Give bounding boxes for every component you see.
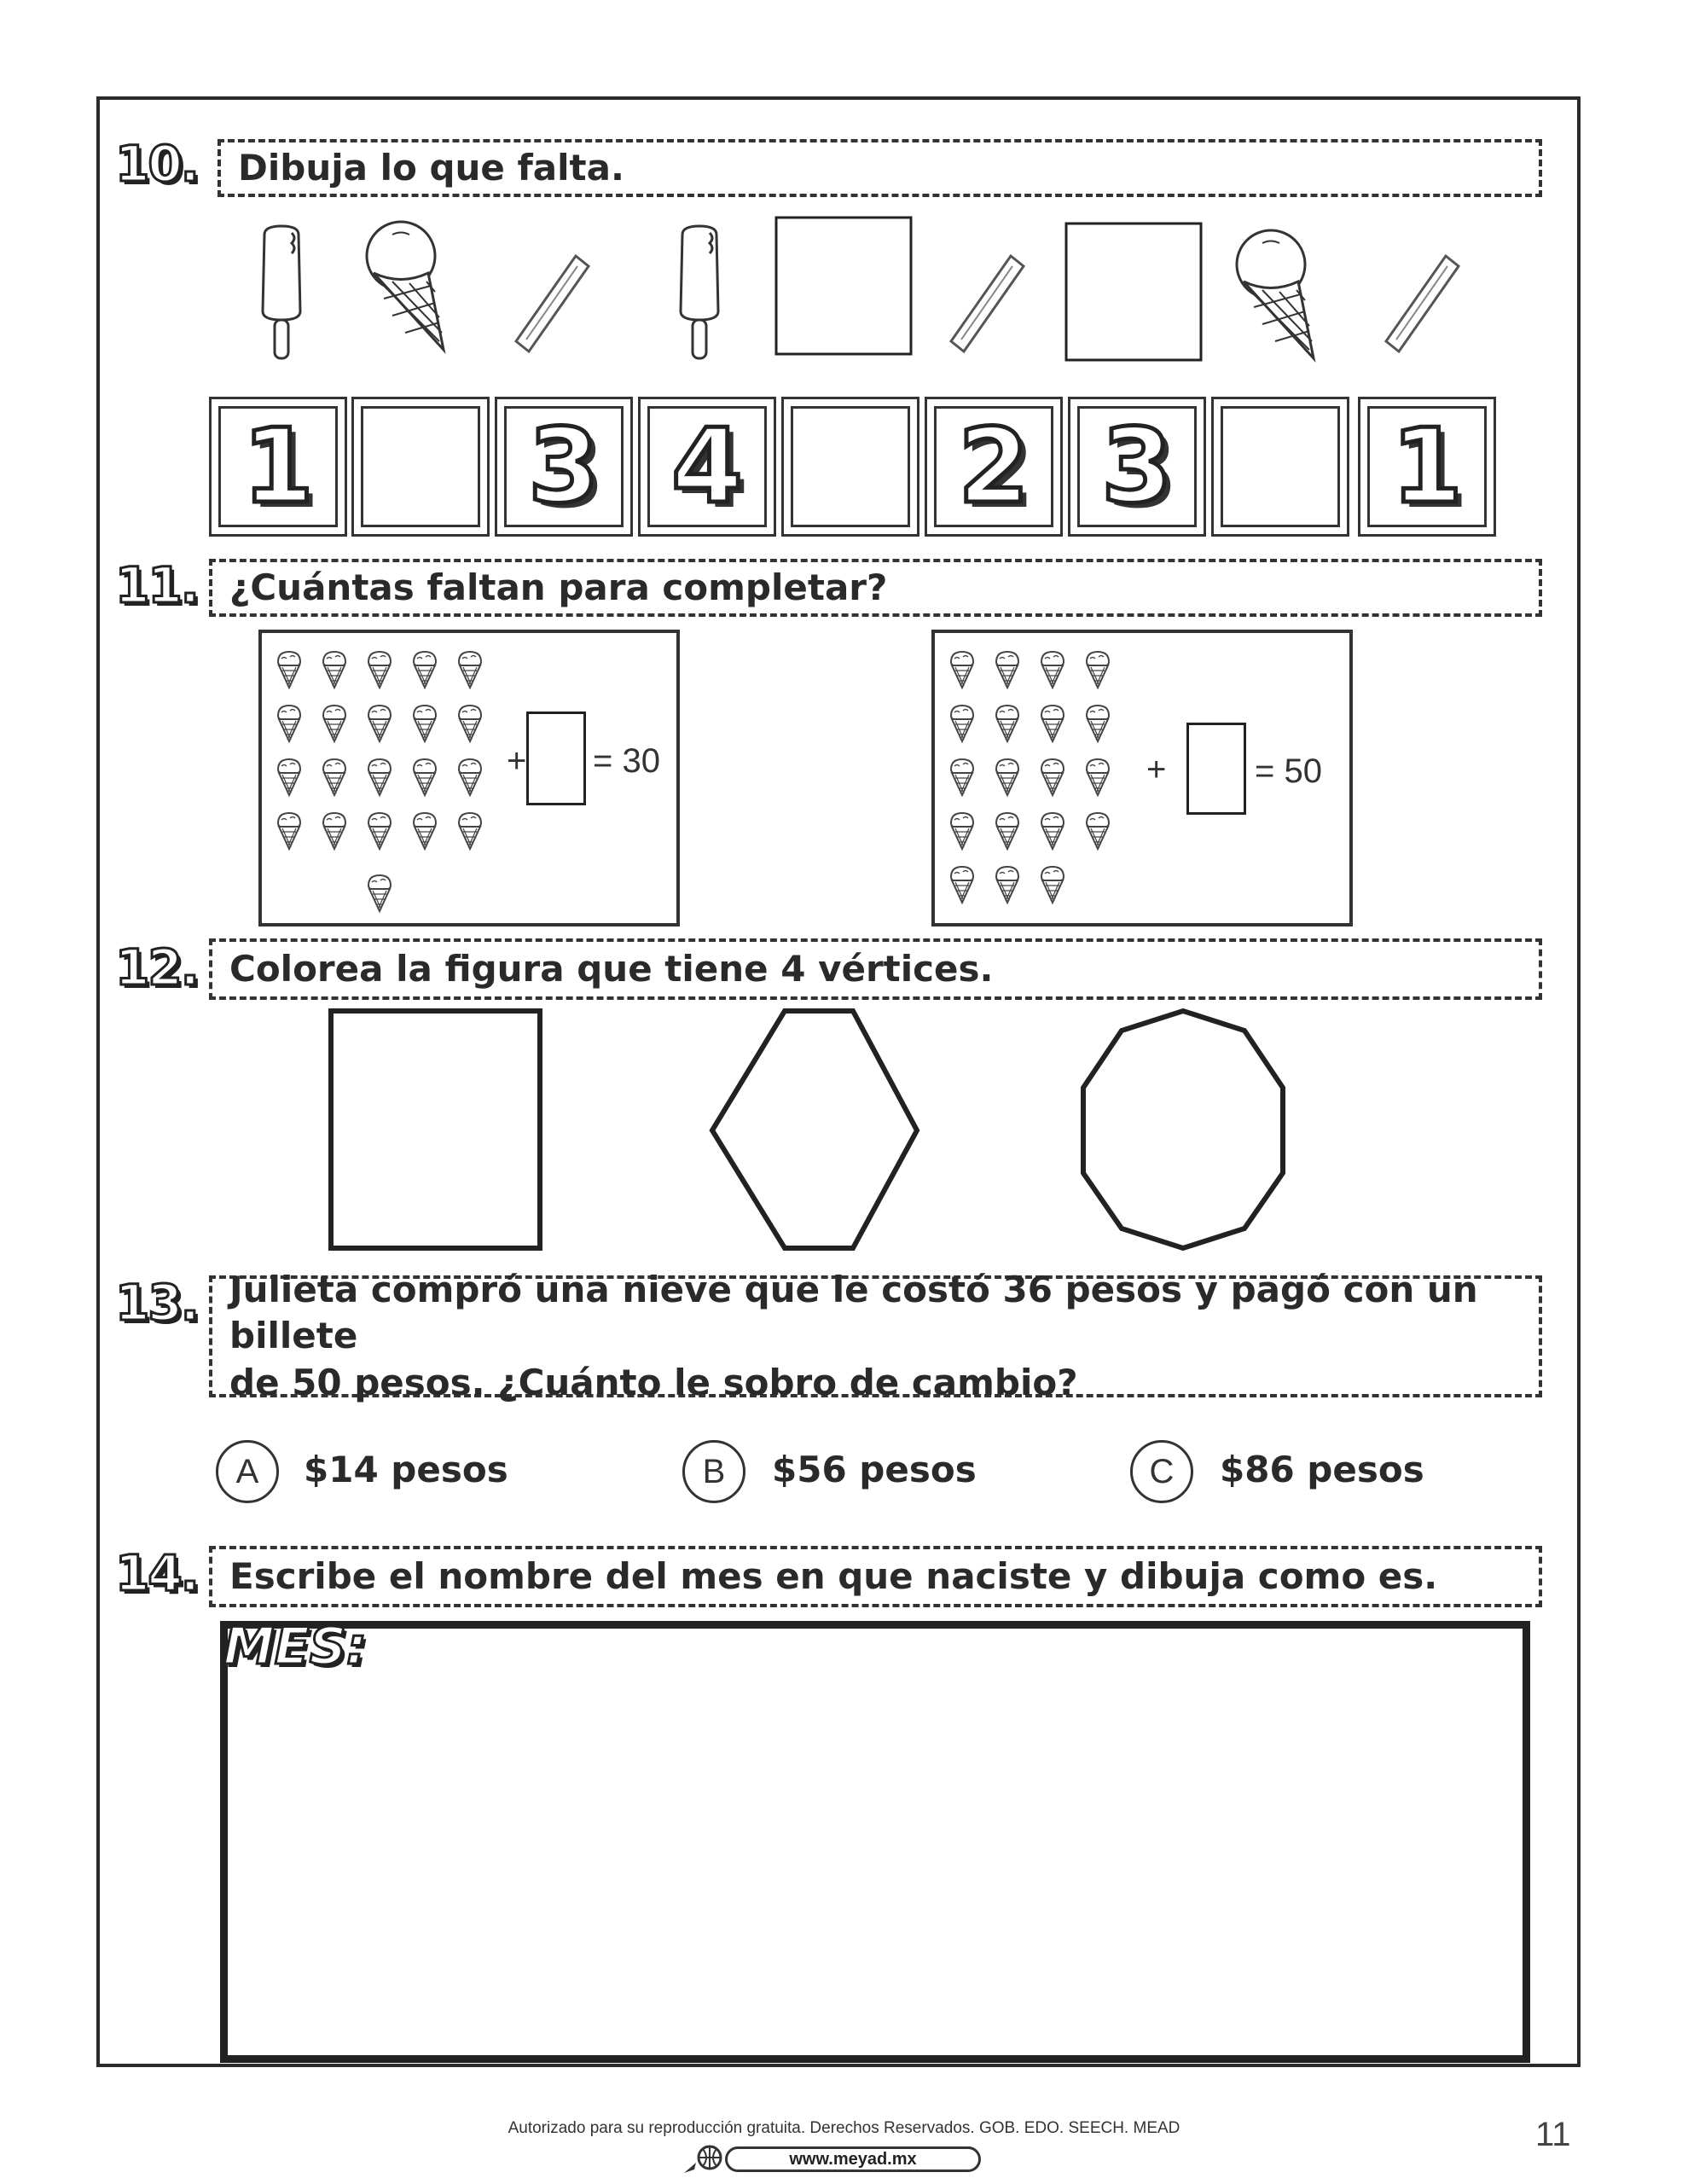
ice-cream-cone-group [275,650,531,923]
ice-pop-wrapped-icon [1386,256,1459,351]
ice-cream-cone-icon [1041,813,1064,849]
number-cell: 1 [1358,397,1496,537]
ice-cream-cone-icon [278,652,300,688]
ice-cream-cone-icon [368,813,391,849]
ice-cream-cone-icon [414,652,436,688]
ice-cream-cone-icon [278,759,300,795]
option-c-text: $86 pesos [1220,1449,1424,1490]
option-b-circle[interactable]: B [682,1440,745,1503]
ice-pop-wrapped-icon [951,256,1024,351]
decagon-shape [1083,1011,1283,1248]
ice-cream-cone-icon [1087,706,1109,741]
ice-cream-cone-icon [323,706,345,741]
ice-cream-cone-icon [414,759,436,795]
plus-sign: + [1146,751,1167,788]
ice-cream-cone-icon [951,706,973,741]
ice-cream-cone-icon [414,813,436,849]
ice-cream-cone-icon [1237,230,1314,358]
plus-sign: + [507,742,527,780]
ice-cream-cone-icon [1087,813,1109,849]
answer-box[interactable] [526,712,586,805]
website-link[interactable]: www.meyad.mx [725,2146,981,2172]
ice-cream-cone-icon [996,759,1018,795]
month-label: MES: [223,1617,367,1676]
ice-cream-cone-icon [367,222,444,350]
ice-cream-cone-icon [323,759,345,795]
ice-cream-cone-icon [996,867,1018,903]
number-cell: 3 [1068,397,1206,537]
popsicle-icon [681,226,718,358]
question-13-line-2: de 50 pesos. ¿Cuánto le sobro de cambio? [229,1361,1078,1403]
ice-cream-cone-icon [1041,867,1064,903]
ice-cream-cone-icon [1087,759,1109,795]
option-a-text: $14 pesos [304,1449,508,1490]
answer-box[interactable] [1186,723,1246,815]
ice-cream-cone-icon [459,813,481,849]
number-cell: 3 [495,397,633,537]
question-13-instruction [209,1268,1542,1403]
ice-cream-cone-icon [368,652,391,688]
question-number-14: 14. [115,1544,198,1602]
page-number: 11 [1535,2116,1571,2153]
question-14-instruction: Escribe el nombre del mes en que naciste y dibuja como es. [209,1546,1542,1607]
hexagon-shape [712,1011,917,1248]
ice-cream-cone-icon [368,875,391,911]
ice-cream-cone-icon [1041,706,1064,741]
q10-picture-sequence [230,213,1493,367]
ice-cream-cone-icon [323,813,345,849]
ice-cream-cone-icon [323,652,345,688]
popsicle-icon [263,226,300,358]
globe-cursor-icon [682,2142,725,2176]
ice-cream-cone-icon [278,813,300,849]
ice-cream-cone-icon [459,706,481,741]
blank-picture-box [1066,224,1201,360]
q12-shapes [316,1002,1450,1258]
ice-cream-cone-icon [996,706,1018,741]
number-cell: 1 [209,397,347,537]
question-number-12: 12. [115,938,198,996]
number-cell-blank[interactable] [351,397,490,537]
question-11-instruction: ¿Cuántas faltan para completar? [209,559,1542,617]
footer-notice: Autorizado para su reproducción gratuita. Derechos Reservados. GOB. EDO. SEECH. MEAD [508,2119,1180,2137]
option-a-circle[interactable]: A [216,1440,279,1503]
ice-cream-cone-icon [459,652,481,688]
ice-cream-cone-icon [1041,652,1064,688]
number-cell: 4 [638,397,776,537]
option-c-circle[interactable]: C [1130,1440,1193,1503]
ice-cream-cone-icon [951,652,973,688]
ice-cream-cone-icon [459,759,481,795]
ice-cream-cone-icon [278,706,300,741]
ice-cream-cone-group [948,650,1152,923]
ice-cream-cone-icon [951,813,973,849]
ice-cream-cone-icon [951,867,973,903]
question-13-line-1: Julieta compró una nieve que le costó 36 pesos y pagó con un billete [229,1268,1478,1357]
ice-cream-cone-icon [414,706,436,741]
ice-cream-cone-icon [951,759,973,795]
ice-cream-cone-icon [996,813,1018,849]
ice-cream-cone-icon [1087,652,1109,688]
question-12-instruction: Colorea la figura que tiene 4 vértices. [209,938,1542,1000]
ice-cream-cone-icon [368,759,391,795]
ice-cream-cone-icon [368,706,391,741]
question-10-instruction: Dibuja lo que falta. [218,139,1542,197]
option-b-text: $56 pesos [772,1449,977,1490]
equation-result: = 50 [1255,752,1322,790]
ice-cream-cone-icon [996,652,1018,688]
question-number-13: 13. [115,1274,198,1332]
question-number-10: 10. [115,135,198,193]
q11-panel-right [931,630,1353,926]
q11-panel-left [258,630,680,926]
rectangle-shape [331,1011,540,1248]
blank-picture-box [776,218,911,354]
ice-cream-cone-icon [1041,759,1064,795]
question-number-11: 11. [115,556,198,614]
number-cell-blank[interactable] [1211,397,1349,537]
ice-pop-wrapped-icon [516,256,589,351]
number-cell-blank[interactable] [781,397,919,537]
month-drawing-area[interactable] [220,1621,1530,2063]
number-cell: 2 [925,397,1063,537]
equation-result: = 30 [593,742,660,780]
